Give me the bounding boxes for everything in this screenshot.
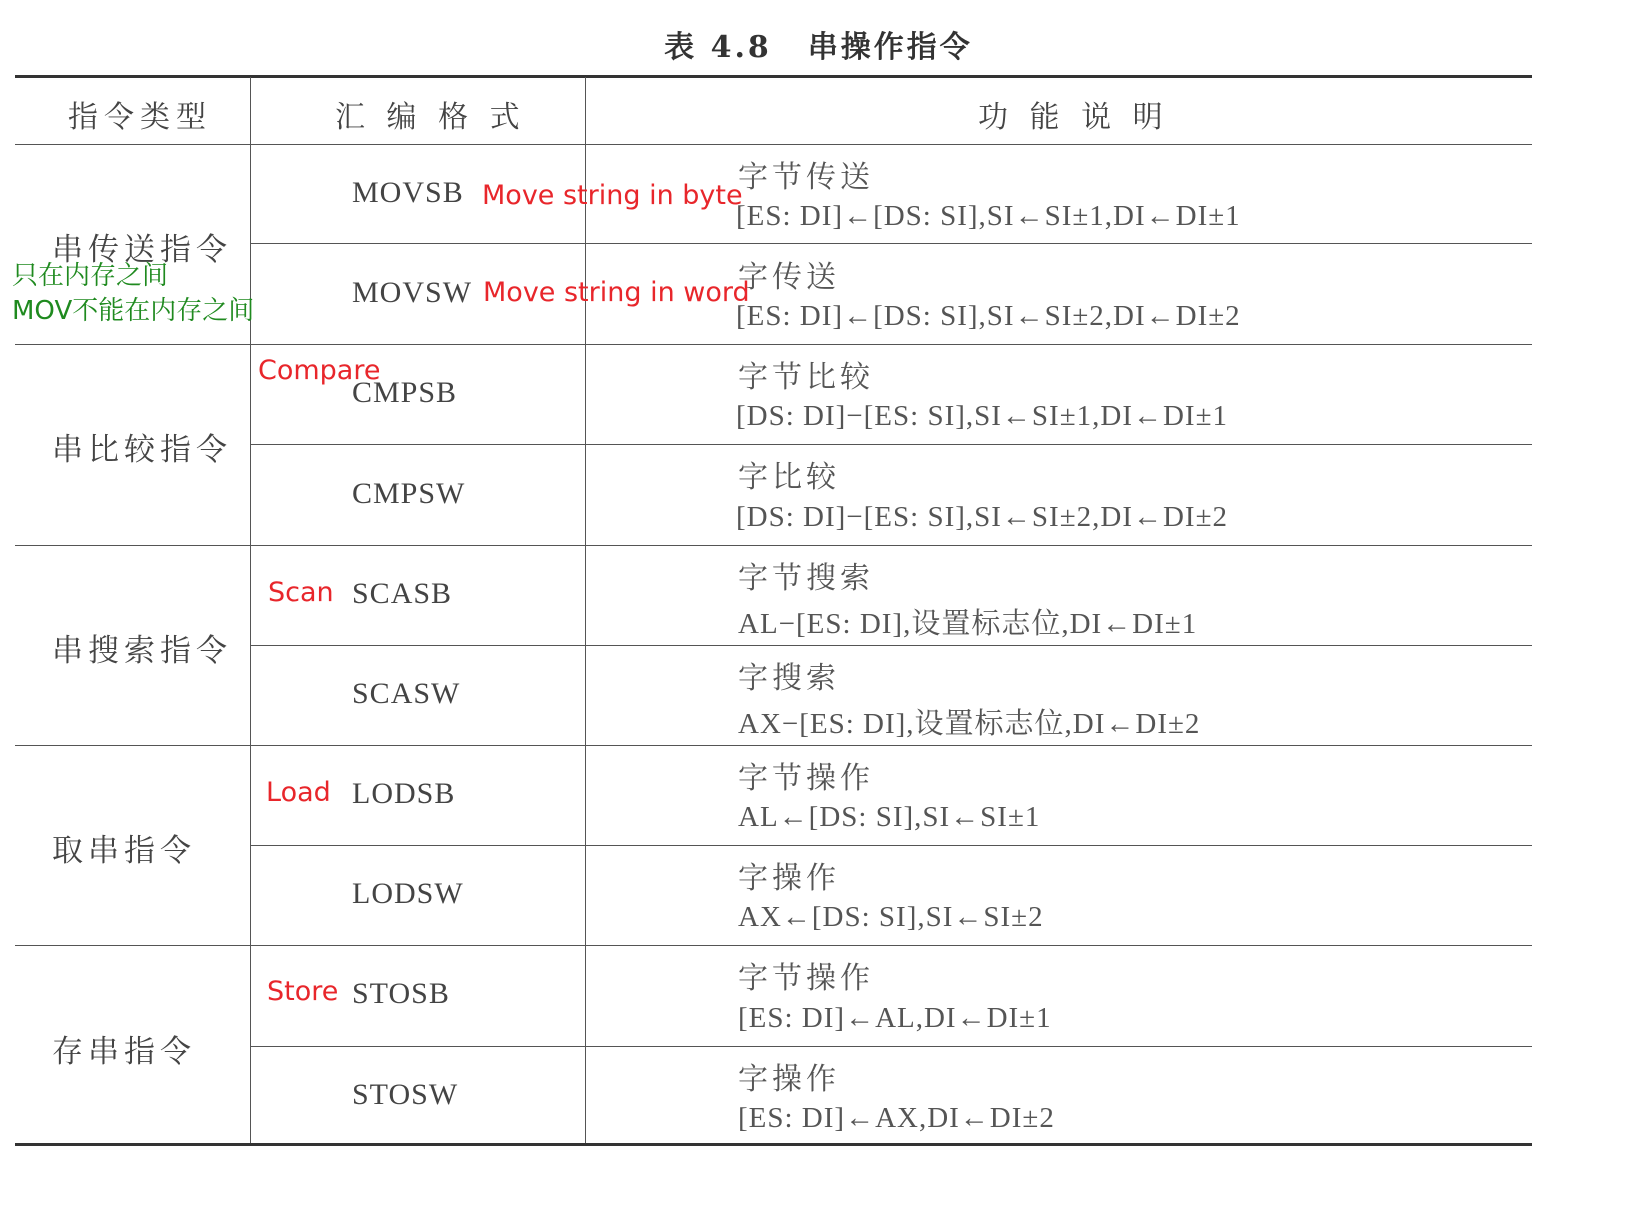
desc-title-cmpsw: 字比较 (738, 460, 840, 495)
desc-op-cmpsw: [DS: DI]−[ES: SI],SI←SI±2,DI←DI±2 (736, 501, 1229, 533)
header-rule (15, 144, 1532, 145)
mnemonic-lodsb: LODSB (352, 777, 456, 810)
header-format: 汇 编 格 式 (335, 100, 526, 135)
annotation-move-word: Move string in word (483, 277, 750, 308)
desc-op-stosb: [ES: DI]←AL,DI←DI±1 (738, 1002, 1052, 1034)
annotation-note-line1: 只在内存之间 (12, 261, 169, 291)
desc-op-scasb: AL−[ES: DI],设置标志位,DI←DI±1 (738, 608, 1198, 640)
header-type: 指令类型 (68, 100, 212, 135)
group-rule-4 (15, 945, 1532, 946)
top-rule (15, 75, 1532, 78)
group-rule-1 (15, 344, 1532, 345)
group-rule-2 (15, 545, 1532, 546)
desc-title-stosb: 字节操作 (738, 961, 874, 996)
type-string-compare: 串比较指令 (52, 432, 232, 468)
mnemonic-scasw: SCASW (352, 677, 461, 710)
desc-title-lodsw: 字操作 (738, 861, 840, 896)
annotation-scan: Scan (268, 577, 334, 608)
desc-op-lodsb: AL←[DS: SI],SI←SI±1 (738, 801, 1041, 833)
annotation-compare: Compare (258, 355, 381, 386)
mnemonic-stosb: STOSB (352, 977, 450, 1010)
mnemonic-movsb: MOVSB (352, 176, 464, 209)
desc-title-scasb: 字节搜索 (738, 561, 874, 596)
desc-op-cmpsb: [DS: DI]−[ES: SI],SI←SI±1,DI←DI±1 (736, 400, 1229, 432)
column-rule-2 (585, 77, 586, 1143)
desc-op-stosw: [ES: DI]←AX,DI←DI±2 (738, 1102, 1055, 1134)
mnemonic-cmpsb: CMPSB (352, 376, 458, 409)
group-rule-3 (15, 745, 1532, 746)
table-caption: 串操作指令 (807, 30, 973, 65)
row-rule-1 (250, 243, 1532, 244)
desc-title-lodsb: 字节操作 (738, 761, 874, 796)
mnemonic-cmpsw: CMPSW (352, 477, 466, 510)
table-number: 表 4.8 (664, 30, 772, 65)
annotation-store: Store (267, 976, 339, 1007)
mnemonic-scasb: SCASB (352, 577, 453, 610)
desc-op-scasw: AX−[ES: DI],设置标志位,DI←DI±2 (738, 708, 1201, 740)
desc-op-lodsw: AX←[DS: SI],SI←SI±2 (738, 901, 1044, 933)
row-rule-4 (250, 845, 1532, 846)
annotation-load: Load (266, 777, 331, 808)
mnemonic-movsw: MOVSW (352, 276, 473, 309)
desc-title-scasw: 字搜索 (738, 661, 840, 696)
table-title (0, 22, 1637, 66)
desc-op-movsb: [ES: DI]←[DS: SI],SI←SI±1,DI←DI±1 (736, 200, 1241, 232)
type-string-move: 串传送指令 (52, 232, 232, 268)
type-string-load: 取串指令 (52, 833, 196, 869)
column-rule-1 (250, 77, 251, 1143)
desc-title-movsw: 字传送 (738, 260, 840, 295)
mnemonic-lodsw: LODSW (352, 877, 464, 910)
desc-title-stosw: 字操作 (738, 1062, 840, 1097)
type-string-scan: 串搜索指令 (52, 633, 232, 669)
row-rule-5 (250, 1046, 1532, 1047)
annotation-move-byte: Move string in byte (482, 180, 743, 211)
row-rule-3 (250, 645, 1532, 646)
header-function: 功 能 说 明 (978, 100, 1169, 135)
desc-op-movsw: [ES: DI]←[DS: SI],SI←SI±2,DI←DI±2 (736, 300, 1241, 332)
desc-title-cmpsb: 字节比较 (738, 360, 874, 395)
desc-title-movsb: 字节传送 (738, 160, 874, 195)
row-rule-2 (250, 444, 1532, 445)
mnemonic-stosw: STOSW (352, 1078, 459, 1111)
type-string-store: 存串指令 (52, 1034, 196, 1070)
annotation-note-line2: MOV不能在内存之间 (12, 296, 255, 326)
bottom-rule (15, 1143, 1532, 1146)
